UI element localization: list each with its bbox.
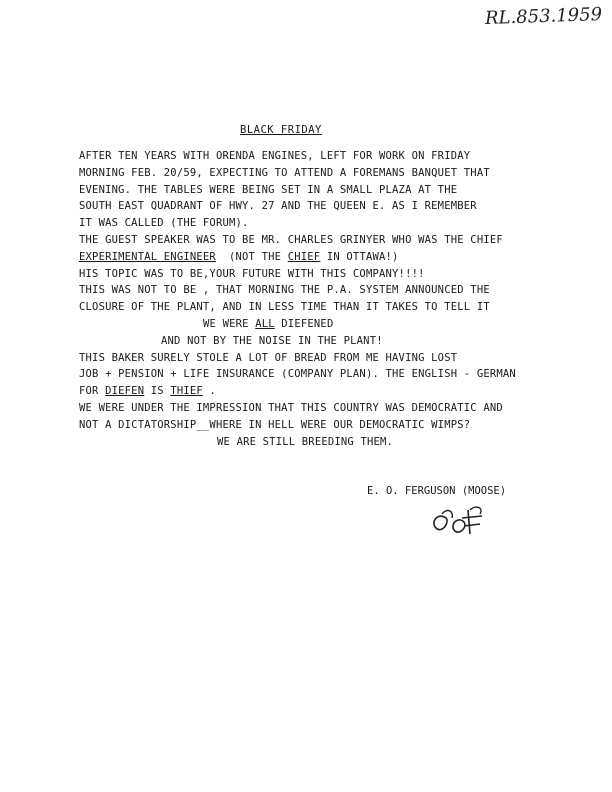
text-line-2: MORNING FEB. 20/59, EXPECTING TO ATTEND A FOREMANS BANQUET THAT [79, 166, 490, 179]
text-line-1: AFTER TEN YEARS WITH ORENDA ENGINES, LEFT FOR WORK ON FRIDAY [79, 150, 471, 162]
signature-name: E. O. FERGUSON (MOOSE) [367, 485, 507, 497]
catalog-reference-number: RL.853.1959 [484, 3, 603, 30]
text-fragment: WE WERE [203, 317, 256, 330]
text-line-16: WE WERE UNDER THE IMPRESSION THAT THIS COUNTRY WAS DEMOCRATIC AND [79, 401, 503, 414]
text-line-18: WE ARE STILL BREEDING THEM. [217, 435, 394, 448]
text-line-14: JOB + PENSION + LIFE INSURANCE (COMPANY PLAN). THE ENGLISH - GERMAN [79, 368, 516, 381]
text-line-11 [79, 316, 516, 333]
text-line-7 [79, 249, 516, 266]
underlined-word-thief: THIEF [170, 385, 203, 398]
underlined-word-diefen: DIEFEN [105, 385, 145, 398]
text-fragment: (NOT THE [215, 250, 288, 263]
text-line-3: EVENING. THE TABLES WERE BEING SET IN A SMALL PLAZA AT THE [79, 183, 458, 196]
text-line-4: SOUTH EAST QUADRANT OF HWY. 27 AND THE QUEEN E. AS I REMEMBER [79, 200, 477, 213]
text-line-12: AND NOT BY THE NOISE IN THE PLANT! [161, 334, 383, 347]
text-fragment: IN OTTAWA!) [320, 250, 399, 263]
text-line-6: THE GUEST SPEAKER WAS TO BE MR. CHARLES GRINYER WHO WAS THE CHIEF [79, 233, 503, 246]
text-fragment: IS [144, 385, 171, 398]
text-fragment: DIEFENED [274, 317, 334, 330]
text-fragment: . [202, 385, 216, 398]
handwritten-initials [428, 500, 488, 540]
document-title: BLACK FRIDAY [240, 124, 322, 136]
text-line-5: IT WAS CALLED (THE FORUM). [79, 217, 249, 230]
text-line-17: NOT A DICTATORSHIP__WHERE IN HELL WERE OUR DEMOCRATIC WIMPS? [79, 418, 471, 431]
letter-body [79, 148, 516, 450]
text-line-15 [79, 383, 516, 400]
text-line-8: HIS TOPIC WAS TO BE,YOUR FUTURE WITH THIS COMPANY!!!! [79, 267, 425, 280]
text-line-10: CLOSURE OF THE PLANT, AND IN LESS TIME THAN IT TAKES TO TELL IT [79, 301, 490, 314]
underlined-role: EXPERIMENTAL ENGINEER [79, 250, 216, 263]
text-line-9: THIS WAS NOT TO BE , THAT MORNING THE P.A. SYSTEM ANNOUNCED THE [79, 284, 490, 297]
underlined-word-chief: CHIEF [287, 250, 321, 263]
text-line-13: THIS BAKER SURELY STOLE A LOT OF BREAD FROM ME HAVING LOST [79, 351, 458, 364]
text-fragment: FOR [79, 385, 106, 398]
underlined-word-all: ALL [255, 317, 275, 330]
